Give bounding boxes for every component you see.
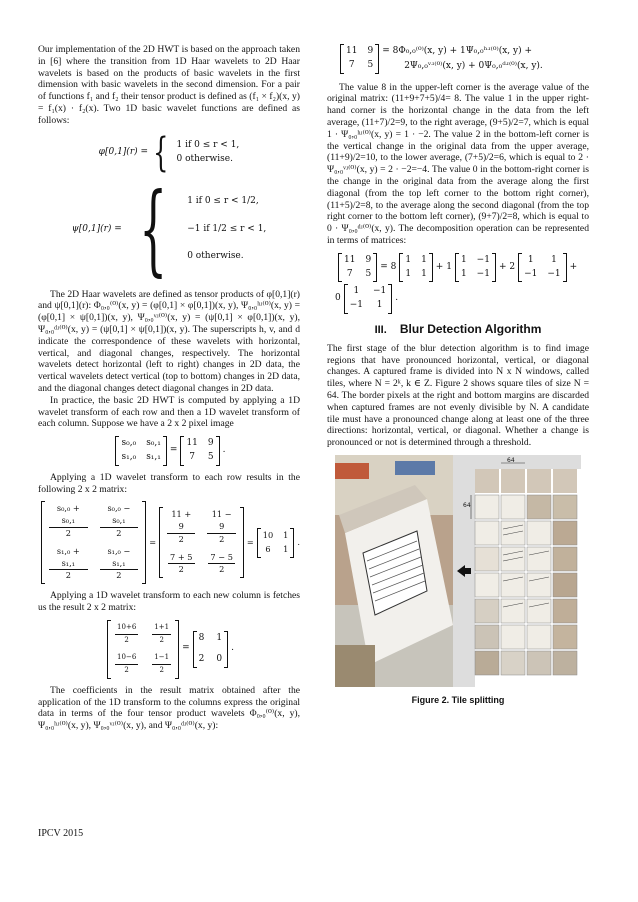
figure-tile-splitting — [335, 455, 581, 687]
paragraph-intro: Our implementation of the 2D HWT is based on the approach taken in [6] where the transition from 1D Haar wavelets to 2D Haar wavelets is based on the products of basic wavelets in the first dimension with basic wavelets in the second dimension. For a pair of functions f₁ and f₂ their tensor product is defined as (f₁ × f₂)(x, y) = f₁(x) · f₂(x). Two 1D basic wavelet functions are defined as follows: — [38, 44, 300, 126]
page-footer: IPCV 2015 — [38, 828, 84, 839]
matrix-row-result: 10 1 6 1 — [257, 528, 295, 558]
figure-image — [335, 455, 581, 687]
heading-number: III. — [374, 323, 387, 336]
matrix-s: s₀,₀ s₀,₁ s₁,₀ s₁,₁ — [115, 436, 166, 466]
decomp-matrix-2: 1 −1 1 −1 — [455, 253, 496, 283]
section-heading — [327, 321, 589, 337]
paragraph-cols: Applying a 1D wavelet transform to each new column is fetches us the result 2 x 2 matrix: — [38, 590, 300, 613]
paragraph-coefficients: The coefficients in the result matrix obtained after the application of the 1D transform to the columns express the original data in terms of the four tensor product wavelets Φ₀,₀⁽⁰⁾(x, y), Ψ₀,₀ʰʴ⁽⁰⁾(x, y), Ψ₀,₀ᵛʴ⁽⁰⁾(x, y), and Ψ₀,₀ᵈʴ⁽⁰⁾(x, y): — [38, 684, 300, 732]
eq-top-line-1: = 8Φ₀,₀⁽⁰⁾(x, y) + 1Ψ₀,₀ʰʴ⁽⁰⁾(x, y) + — [382, 46, 533, 56]
paragraph-practice: In practice, the basic 2D HWT is computed by applying a 1D wavelet transform of each row and then a 1D wavelet transform of each column. Suppose we have a 2 x 2 pixel image — [38, 394, 300, 430]
equation-decomposition-top — [337, 44, 589, 74]
equation-pixels: s₀,₀ s₀,₁ s₁,₀ s₁,₁ = 11 9 7 5 . — [38, 436, 300, 466]
matrix-row-formula: $\frac{\text{s₀,₀ + s₀,₁}}{2}$ $\frac{\text{s₀,₀ − s₀,₁}}{2}$ $\frac{\text{s₁,₀ + s₁,₁}}{2}$ $\frac{\text{s₁,₀ − s₁,₁}}{2}$ — [41, 501, 146, 584]
paragraph-explanation: The value 8 in the upper-left corner is the average value of the original matrix: (11+9+7+5)/4= 8. The value 1 in the upper right-hand corner is the horizontal change in the data from the left average, (11+7)/2=9, to the right average, (9+5)/2=7, which is equal 1 · Ψ₀,₀ʰʴ⁽⁰⁾(x, y) = 1 · −2. The value 2 in the bottom-left corner is the vertical change in the original data from the upper average, (11+9)/2=10, to the lower average, (7+5)/2=6, which is equal to 2 · Ψ₀,₀ᵛʴ⁽⁰⁾(x, y) = 2 · −2=−4. The value 0 in the bottom-right corner is the change in the original data from the average along the first diagonal (from the top left corner to the bottom right corner), (11+5)/2=8, to the average along the second diagonal (from the top right corner to the bottom left corner), (9+7)/2=8, which is equal to 0 · Ψ₀,₀ᵈʴ⁽⁰⁾(x, y). The decomposition operation can be represented in terms of matrices: — [327, 81, 589, 246]
equation-phi — [38, 129, 300, 176]
paragraph-rows: Applying a 1D wavelet transform to each row results in the following 2 x 2 matrix: — [38, 471, 300, 495]
arrow-right-icon — [457, 565, 471, 577]
decomp-matrix-4: 1 −1 −1 1 — [344, 284, 393, 314]
brace-icon: { — [153, 129, 169, 176]
brace-icon: { — [138, 172, 168, 287]
figure-label-width: 64 — [507, 456, 515, 464]
matrix-original: 11 9 7 5 — [340, 44, 379, 74]
figure-caption: Figure 2. Tile splitting — [411, 694, 505, 705]
decomp-matrix-3: 1 1 −1 −1 — [518, 253, 567, 283]
paragraph-tensor: The 2D Haar wavelets are defined as tensor products of φ[0,1](r) and ψ[0,1](r): Φ₀,₀⁽⁰⁾(x, y) = (φ[0,1] × φ[0,1])(x, y), Ψ₀,₀ʰʴ⁽⁰⁾(x, y) = (φ[0,1] × ψ[0,1])(x, y), Ψ₀,₀ᵛʴ⁽⁰⁾(x, y) = (ψ[0,1] × φ[0,1])(x, y), Ψ₀,₀ᵈʴ⁽⁰⁾(x, y) = (ψ[0,1] × ψ[0,1])(x, y). The superscripts h, v, and d indicate the correspondence of these wavelets with horizontal, vertical, and diagonal changes, respectively. The horizontal wavelets detect horizontal (left to right) changes in 2D data, the vertical wavelets detect vertical (top to bottom) changes in 2D data, and the diagonal changes detect diagonal changes in 2D data. — [38, 288, 300, 394]
psi-case-3: 0 otherwise. — [187, 251, 244, 262]
matrix-values: 11 9 7 5 — [180, 436, 219, 466]
matrix-col-result: 8 1 2 0 — [193, 631, 228, 669]
phi-case-2: 0 otherwise. — [176, 153, 233, 164]
decomp-matrix-1: 1 1 1 1 — [399, 253, 432, 283]
heading-title: Blur Detection Algorithm — [399, 321, 542, 336]
paragraph-blur: The first stage of the blur detection algorithm is to find image regions that have pronounced horizontal, vertical, or diagonal changes. A captured frame is divided into N x N windows, called tiles, where N = 2ᵏ, k ∈ Z. Figure 2 shows square tiles of size N = 64. The border pixels at the right and bottom margins are discarded when captured frames are not evenly divisible by N. A candidate tile must have a pronounced change along at least one of the three directions: horizontal, vertical, or diagonal. Whether a change is pronounced or not is determined through a threshold. — [327, 342, 589, 449]
right-column — [327, 44, 589, 707]
psi-case-2: −1 if 1/2 ≤ r < 1, — [187, 223, 267, 234]
equation-psi — [38, 172, 300, 287]
eq-top-line-2: 2Ψ₀,₀ᵛʴ⁽⁰⁾(x, y) + 0Ψ₀,₀ᵈʴ⁽⁰⁾(x, y). — [404, 60, 543, 71]
matrix-col-formula: $\frac{10+6}{2}$ $\frac{1+1}{2}$ $\frac{10-6}{2}$ $\frac{1-1}{2}$ — [107, 620, 179, 679]
equation-cols: $\frac{10+6}{2}$ $\frac{1+1}{2}$ $\frac{10-6}{2}$ $\frac{1-1}{2}$ = 8 1 2 0 . — [38, 620, 300, 679]
left-column — [38, 44, 300, 732]
tiled-photo — [463, 457, 581, 687]
decomp-matrix-0: 11 9 7 5 — [338, 253, 377, 283]
matrix-row-values: $\frac{11 + 9}{2}$ $\frac{11 - 9}{2}$ $\frac{7 + 5}{2}$ $\frac{7 - 5}{2}$ — [159, 507, 244, 578]
phi-lhs: φ[0,1](r) = — [98, 146, 149, 157]
figure-label-height: 64 — [463, 501, 471, 509]
phi-case-1: 1 if 0 ≤ r < 1, — [176, 139, 240, 150]
equation-decomposition-matrices: 11 9 7 5 = 8 1 1 1 1 + 1 1 −1 1 −1 + 2 1 1 −1 −1 + 0 1 −1 −1 1 . — [335, 253, 589, 314]
psi-case-1: 1 if 0 ≤ r < 1/2, — [187, 195, 259, 206]
psi-lhs: ψ[0,1](r) = — [71, 223, 122, 234]
equation-rows: $\frac{\text{s₀,₀ + s₀,₁}}{2}$ $\frac{\text{s₀,₀ − s₀,₁}}{2}$ $\frac{\text{s₁,₀ + s₁,₁}}{2}$ $\frac{\text{s₁,₀ − s₁,₁}}{2}$ = $\frac{11 + 9}{2}$ $\frac{11 - 9}{2}$ $\frac{7 + 5}{2}$ $\frac{7 - 5}{2}$ = 10 1 6 1 . — [38, 501, 300, 584]
